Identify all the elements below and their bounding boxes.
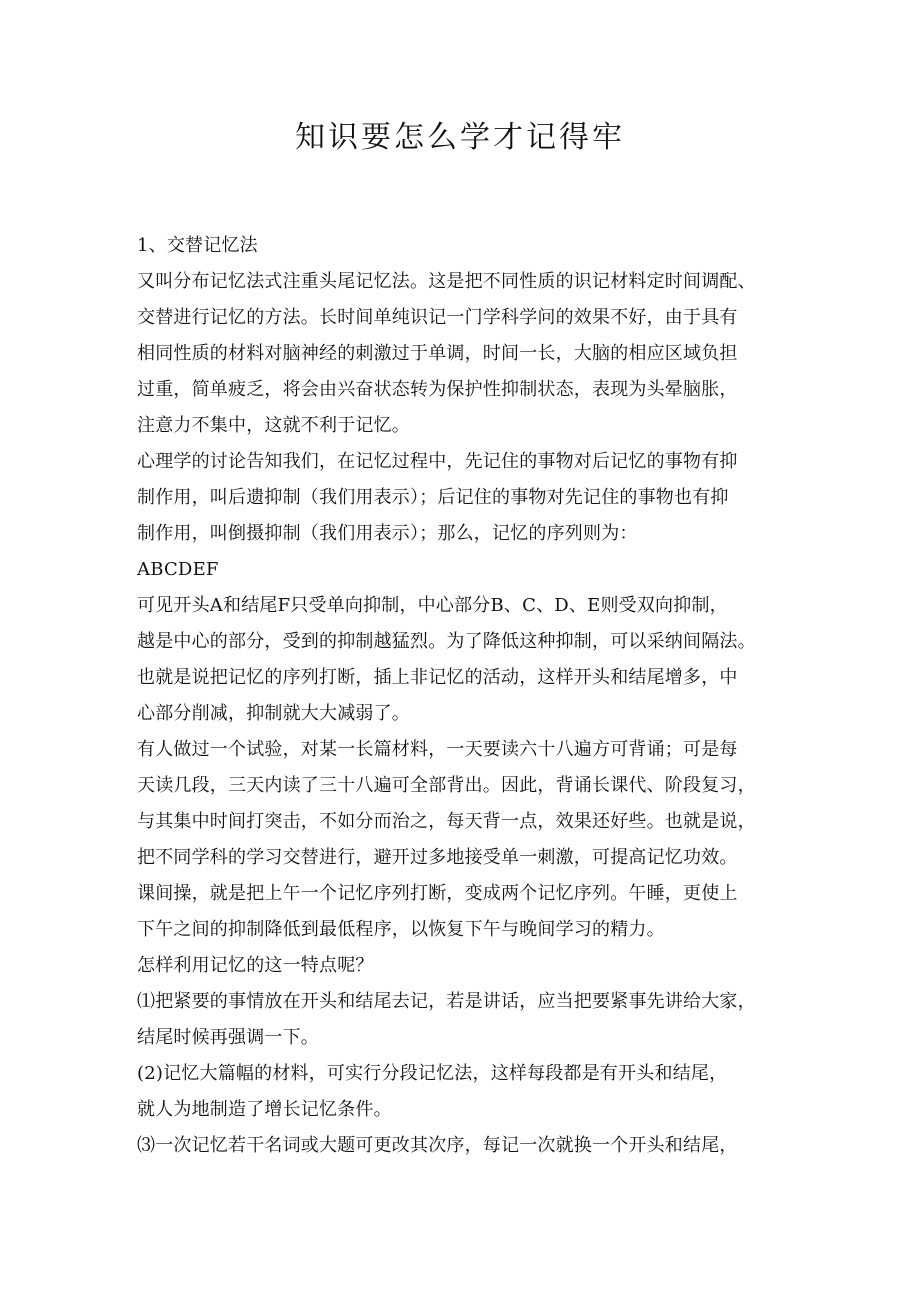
text-line: 就人为地制造了增长记忆条件。	[137, 1099, 392, 1120]
text-line: 把不同学科的学习交替进行，避开过多地接受单一刺激，可提高记忆功效。	[137, 847, 738, 868]
text-line: 越是中心的部分，受到的抑制越猛烈。为了降低这种抑制，可以采纳间隔法。	[137, 631, 756, 652]
section-heading: 1、交替记忆法	[137, 235, 258, 256]
text-line: 也就是说把记忆的序列打断，插上非记忆的活动，这样开头和结尾增多，中	[137, 667, 738, 688]
text-line: ⑶一次记忆若干名词或大题可更改其次序，每记一次就换一个开头和结尾，	[137, 1135, 738, 1156]
text-line: 过重，简单疲乏，将会由兴奋状态转为保护性抑制状态，表现为头晕脑胀，	[137, 379, 738, 400]
body-text	[137, 228, 797, 1164]
text-line: 课间操，就是把上午一个记忆序列打断，变成两个记忆序列。午睡，更使上	[137, 883, 738, 904]
text-line: 相同性质的材料对脑神经的刺激过于单调，时间一长，大脑的相应区域负担	[137, 343, 738, 364]
text-line: 与其集中时间打突击，不如分而治之，每天背一点，效果还好些。也就是说，	[137, 811, 756, 832]
text-line: 心部分削减，抑制就大大减弱了。	[137, 703, 410, 724]
text-line: 制作用，叫倒摄抑制（我们用表示）；那么，记忆的序列则为：	[137, 523, 638, 544]
text-line: 天读几段，三天内读了三十八遍可全部背出。因此，背诵长课代、阶段复习，	[137, 775, 756, 796]
text-line: 下午之间的抑制降低到最低程序，以恢复下午与晚间学习的精力。	[137, 919, 665, 940]
text-line: ⑴把紧要的事情放在开头和结尾去记，若是讲话，应当把要紧事先讲给大家，	[137, 991, 756, 1012]
text-line: 心理学的讨论告知我们，在记忆过程中，先记住的事物对后记忆的事物有抑	[137, 451, 738, 472]
text-line: 注意力不集中，这就不利于记忆。	[137, 415, 410, 436]
text-line: 可见开头A和结尾F只受单向抑制，中心部分B、C、D、E则受双向抑制，	[137, 595, 728, 616]
text-line: (2)记忆大篇幅的材料，可实行分段记忆法，这样每段都是有开头和结尾，	[137, 1063, 728, 1084]
page-title: 知识要怎么学才记得牢	[295, 120, 625, 155]
text-line: 怎样利用记忆的这一特点呢？	[137, 955, 374, 976]
text-line: 有人做过一个试验，对某一长篇材料，一天要读六十八遍方可背诵；可是每	[137, 739, 738, 760]
text-line: ABCDEF	[137, 559, 219, 580]
text-line: 结尾时候再强调一下。	[137, 1027, 319, 1048]
text-line: 又叫分布记忆法式注重头尾记忆法。这是把不同性质的识记材料定时间调配、	[137, 271, 756, 292]
text-line: 制作用，叫后遗抑制（我们用表示）；后记住的事物对先记住的事物也有抑	[137, 487, 729, 508]
text-line: 交替进行记忆的方法。长时间单纯识记一门学科学问的效果不好，由于具有	[137, 307, 738, 328]
